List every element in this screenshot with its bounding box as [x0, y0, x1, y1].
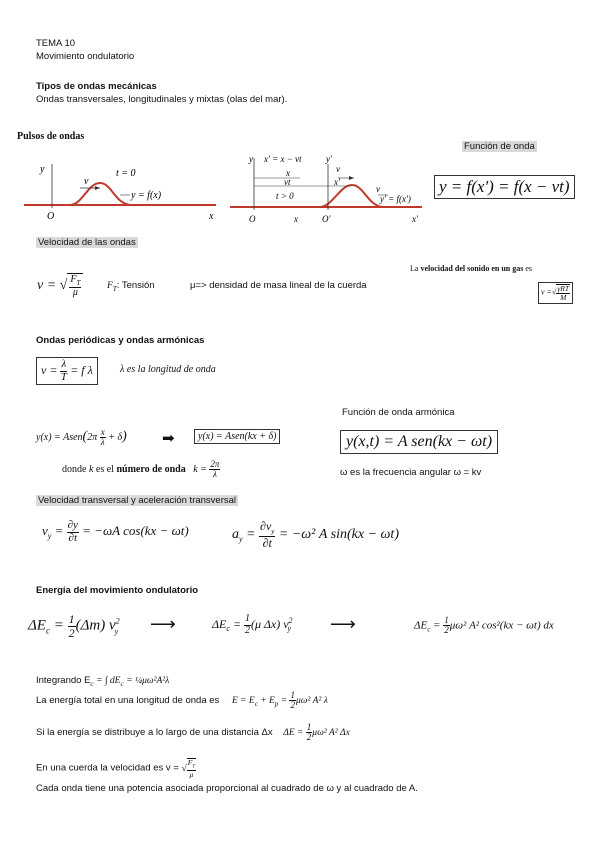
sound-speed-text	[410, 264, 532, 273]
lambda-den: λ	[100, 437, 105, 448]
sound-pre: La	[410, 264, 419, 273]
long-arrow-icon-2: ⟶	[330, 614, 356, 634]
transverse-label: Velocidad transversal y aceleración transversal	[38, 495, 237, 506]
cuerda-den: μ	[189, 769, 194, 779]
cuerda-num-sub: T	[192, 764, 196, 770]
v-equals: v =	[41, 362, 58, 377]
fig2-xaxis-label: x	[294, 214, 298, 224]
total-p: p	[274, 700, 279, 709]
topic-subtitle: Movimiento ondulatorio	[36, 51, 135, 62]
ay-sub: y	[239, 534, 243, 544]
angular-frequency-note: ω es la frecuencia angular ω = kv	[340, 467, 482, 478]
ay-num-sub: y	[271, 527, 275, 536]
e2-lhs: ΔE	[212, 616, 227, 631]
harmonic-function-label: Función de onda armónica	[342, 407, 455, 418]
f-lambda: = f λ	[70, 362, 93, 377]
e2-sup: 2	[288, 615, 293, 625]
e2-rhs-sub: y	[287, 624, 292, 634]
v-symbol: v =	[37, 278, 57, 294]
fig2-v-label: v	[336, 164, 340, 174]
wave-function-label: Función de onda	[464, 141, 535, 152]
integ-eq: = ¼μω²A²λ	[126, 676, 170, 686]
origin-label: O	[47, 211, 55, 222]
harmonic-wave-function-box: y(x,t) = A sen(kx − ωt)	[340, 430, 498, 454]
speed-wavelength-box	[36, 357, 98, 385]
harmonic-compact-box: y(x) = Asen(kx + δ)	[194, 429, 280, 444]
dist-rhs: μω² A² Δx	[312, 728, 350, 739]
string-speed-line: En una cuerda la velocidad es v = √ $\frac{F_T}{\mu}$	[36, 758, 196, 779]
integ-sub: c	[90, 679, 94, 688]
total-eq2: =	[280, 696, 288, 707]
force-sub: T	[76, 279, 81, 287]
k-eq: k =	[193, 464, 207, 476]
fig2-v2-label: v	[376, 184, 380, 194]
k-bold: número de onda	[116, 464, 186, 476]
t0-label: t = 0	[116, 168, 136, 179]
lambda-num: λ	[61, 358, 67, 370]
fig2-vt-label: vt	[284, 177, 291, 187]
plus-delta: + δ	[108, 432, 123, 444]
integration-line	[36, 675, 169, 688]
sound-speed-box: v =√ $\frac{\text{γRT}}{M}$	[538, 282, 573, 304]
sound-v: v =	[541, 287, 552, 297]
e1-rhs-sub: y	[114, 626, 119, 636]
fig2-t-label: t > 0	[276, 191, 294, 201]
wavelength-note: λ es la longitud de onda	[120, 364, 216, 375]
e3-lhs: ΔE	[414, 619, 428, 632]
fig2-xprime-axis-label: x'	[412, 214, 418, 224]
mu-definition: μ=> densidad de masa lineal de la cuerda	[190, 280, 367, 291]
k-num: 2π	[210, 459, 220, 469]
ay-rhs: = −ω² A sin(kx − ωt)	[278, 526, 399, 542]
harmonic-expansion: y(x) = Asen(2π $\frac{x}{\lambda}$ + δ)	[36, 427, 127, 448]
e1-rhs: (Δm) v	[75, 617, 116, 634]
e2-sub: c	[226, 624, 230, 634]
k-den: λ	[212, 469, 217, 480]
wave-function-box: y = f(x') = f(x − vt)	[434, 175, 575, 199]
integ-rest: = ∫ dE	[96, 676, 121, 686]
periodic-heading: Ondas periódicas y ondas armónicas	[36, 335, 205, 346]
sound-den: M	[560, 292, 567, 302]
v-label: v	[84, 176, 89, 187]
types-heading: Tipos de ondas mecánicas	[36, 81, 157, 92]
integ-sub2: c	[120, 679, 124, 688]
e2-rhs: (μ Δx) v	[251, 616, 289, 631]
total-rhs: μω² A² λ	[295, 696, 328, 707]
tension-text: Tensión	[121, 280, 155, 291]
fig2-xprime-label: x'	[334, 177, 340, 187]
e1-half-d: 2	[68, 625, 75, 640]
total-energy-line: La energía total en una longitud de onda es $E = E_c + E_p$ = $\frac{1}{2}$ μω² A² λ	[36, 690, 328, 711]
k-mid: es el	[95, 464, 114, 476]
dist-eq: ΔE =	[283, 728, 304, 739]
sound-bold: velocidad del sonido en un gas	[420, 264, 524, 273]
total-c: c	[254, 700, 258, 709]
ay-symbol: a	[232, 526, 239, 542]
energy-eq-3: $\Delta E_c$ = $\frac{1}{2}$ μω² A² cos²(kx − ωt) dx	[414, 615, 554, 636]
x-over: x	[100, 427, 105, 437]
two-pi: 2π	[87, 432, 98, 444]
distribution-line: Si la energía se distribuye a lo largo de una distancia Δx ΔE = $\frac{1}{2}$ μω² A² Δx	[36, 722, 350, 743]
fx-label: y = f(x)	[131, 190, 162, 201]
vy-symbol: v	[42, 523, 48, 539]
power-note: Cada onda tiene una potencia asociada proporcional al cuadrado de ω y al cuadrado de A.	[36, 783, 418, 794]
wave-speed-label: Velocidad de las ondas	[38, 237, 136, 248]
period-den: T	[60, 370, 67, 383]
e1-half-n: 1	[68, 612, 75, 626]
right-arrow-icon: ➡	[162, 430, 175, 447]
force-symbol: F	[70, 274, 77, 285]
energy-eq-1: $\Delta E_c$ = $\frac{1}{2}$ (Δm) $v^2_y$	[28, 612, 120, 640]
vy-rhs: = −ωA cos(kx − ωt)	[82, 523, 189, 539]
sqrt-icon: √	[59, 278, 68, 294]
transverse-acceleration-eq: $a_y$ = $\frac{\partial v_y}{\partial t}$ = −ω² A sin(kx − ωt)	[232, 519, 399, 550]
wave-speed-formula	[37, 273, 83, 299]
integ-text: Integrando E	[36, 675, 91, 686]
pulse-figure-t0	[20, 150, 230, 222]
energy-heading: Energía del movimiento ondulatorio	[36, 585, 199, 596]
vy-num: ∂y	[67, 519, 78, 531]
fig2-x-label: x	[286, 168, 290, 178]
cuerda-text: En una cuerda la velocidad es v =	[36, 762, 179, 774]
pulses-heading: Pulsos de ondas	[17, 131, 85, 142]
vy-den: ∂t	[68, 531, 78, 544]
fig2-oprime-label: O'	[322, 214, 331, 224]
sound-post: es	[525, 264, 533, 273]
yx-lhs: y(x) = Asen	[36, 432, 83, 444]
vy-sub: y	[47, 531, 52, 541]
cuerda-num: F	[187, 758, 193, 767]
wave-number-definition	[62, 460, 220, 480]
e3-rhs: μω² A² cos²(kx − ωt) dx	[449, 619, 554, 632]
fig2-fxp-label: y' = f(x')	[380, 194, 411, 204]
tension-symbol: F	[107, 281, 113, 291]
ay-num: ∂v	[260, 519, 272, 533]
sound-num: γRT	[557, 284, 570, 293]
mu-symbol: μ	[72, 287, 78, 299]
total-eq: E = E	[231, 696, 255, 707]
e3-sub: c	[427, 625, 431, 634]
k-pre: donde	[62, 464, 87, 476]
types-text: Ondas transversales, longitudinales y mixtas (olas del mar).	[36, 94, 288, 105]
k-italic: k	[88, 464, 94, 476]
total-text: La energía total en una longitud de onda es	[36, 695, 220, 707]
e1-sup: 2	[115, 616, 120, 626]
y-axis-label: y	[40, 164, 45, 175]
e1-sub: c	[45, 625, 50, 636]
fig2-yprime-label: y'	[326, 154, 332, 164]
fig2-y-label: y	[249, 154, 253, 164]
x-axis-label: x	[209, 211, 214, 222]
tension-note: $F_T$: Tensión	[107, 280, 155, 293]
e1-lhs: ΔE	[28, 617, 46, 634]
dist-text: Si la energía se distribuye a lo largo de una distancia Δx	[36, 727, 273, 739]
ay-den: ∂t	[262, 535, 272, 550]
topic-title: TEMA 10	[36, 38, 76, 49]
energy-eq-2: $\Delta E_c$ = $\frac{1}{2}$ (μ Δx) $v^2_y$	[212, 613, 293, 636]
transverse-velocity-eq: $v_y$ = $\frac{\partial y}{\partial t}$ = −ωA cos(kx − ωt)	[42, 519, 189, 544]
fig2-origin-label: O	[249, 214, 256, 224]
long-arrow-icon-1: ⟶	[150, 614, 176, 634]
total-plus: + E	[260, 696, 275, 707]
tension-sub: T	[112, 284, 117, 293]
fig2-transform-label: x' = x − vt	[264, 154, 302, 164]
pulse-figure-t-positive	[228, 152, 428, 226]
